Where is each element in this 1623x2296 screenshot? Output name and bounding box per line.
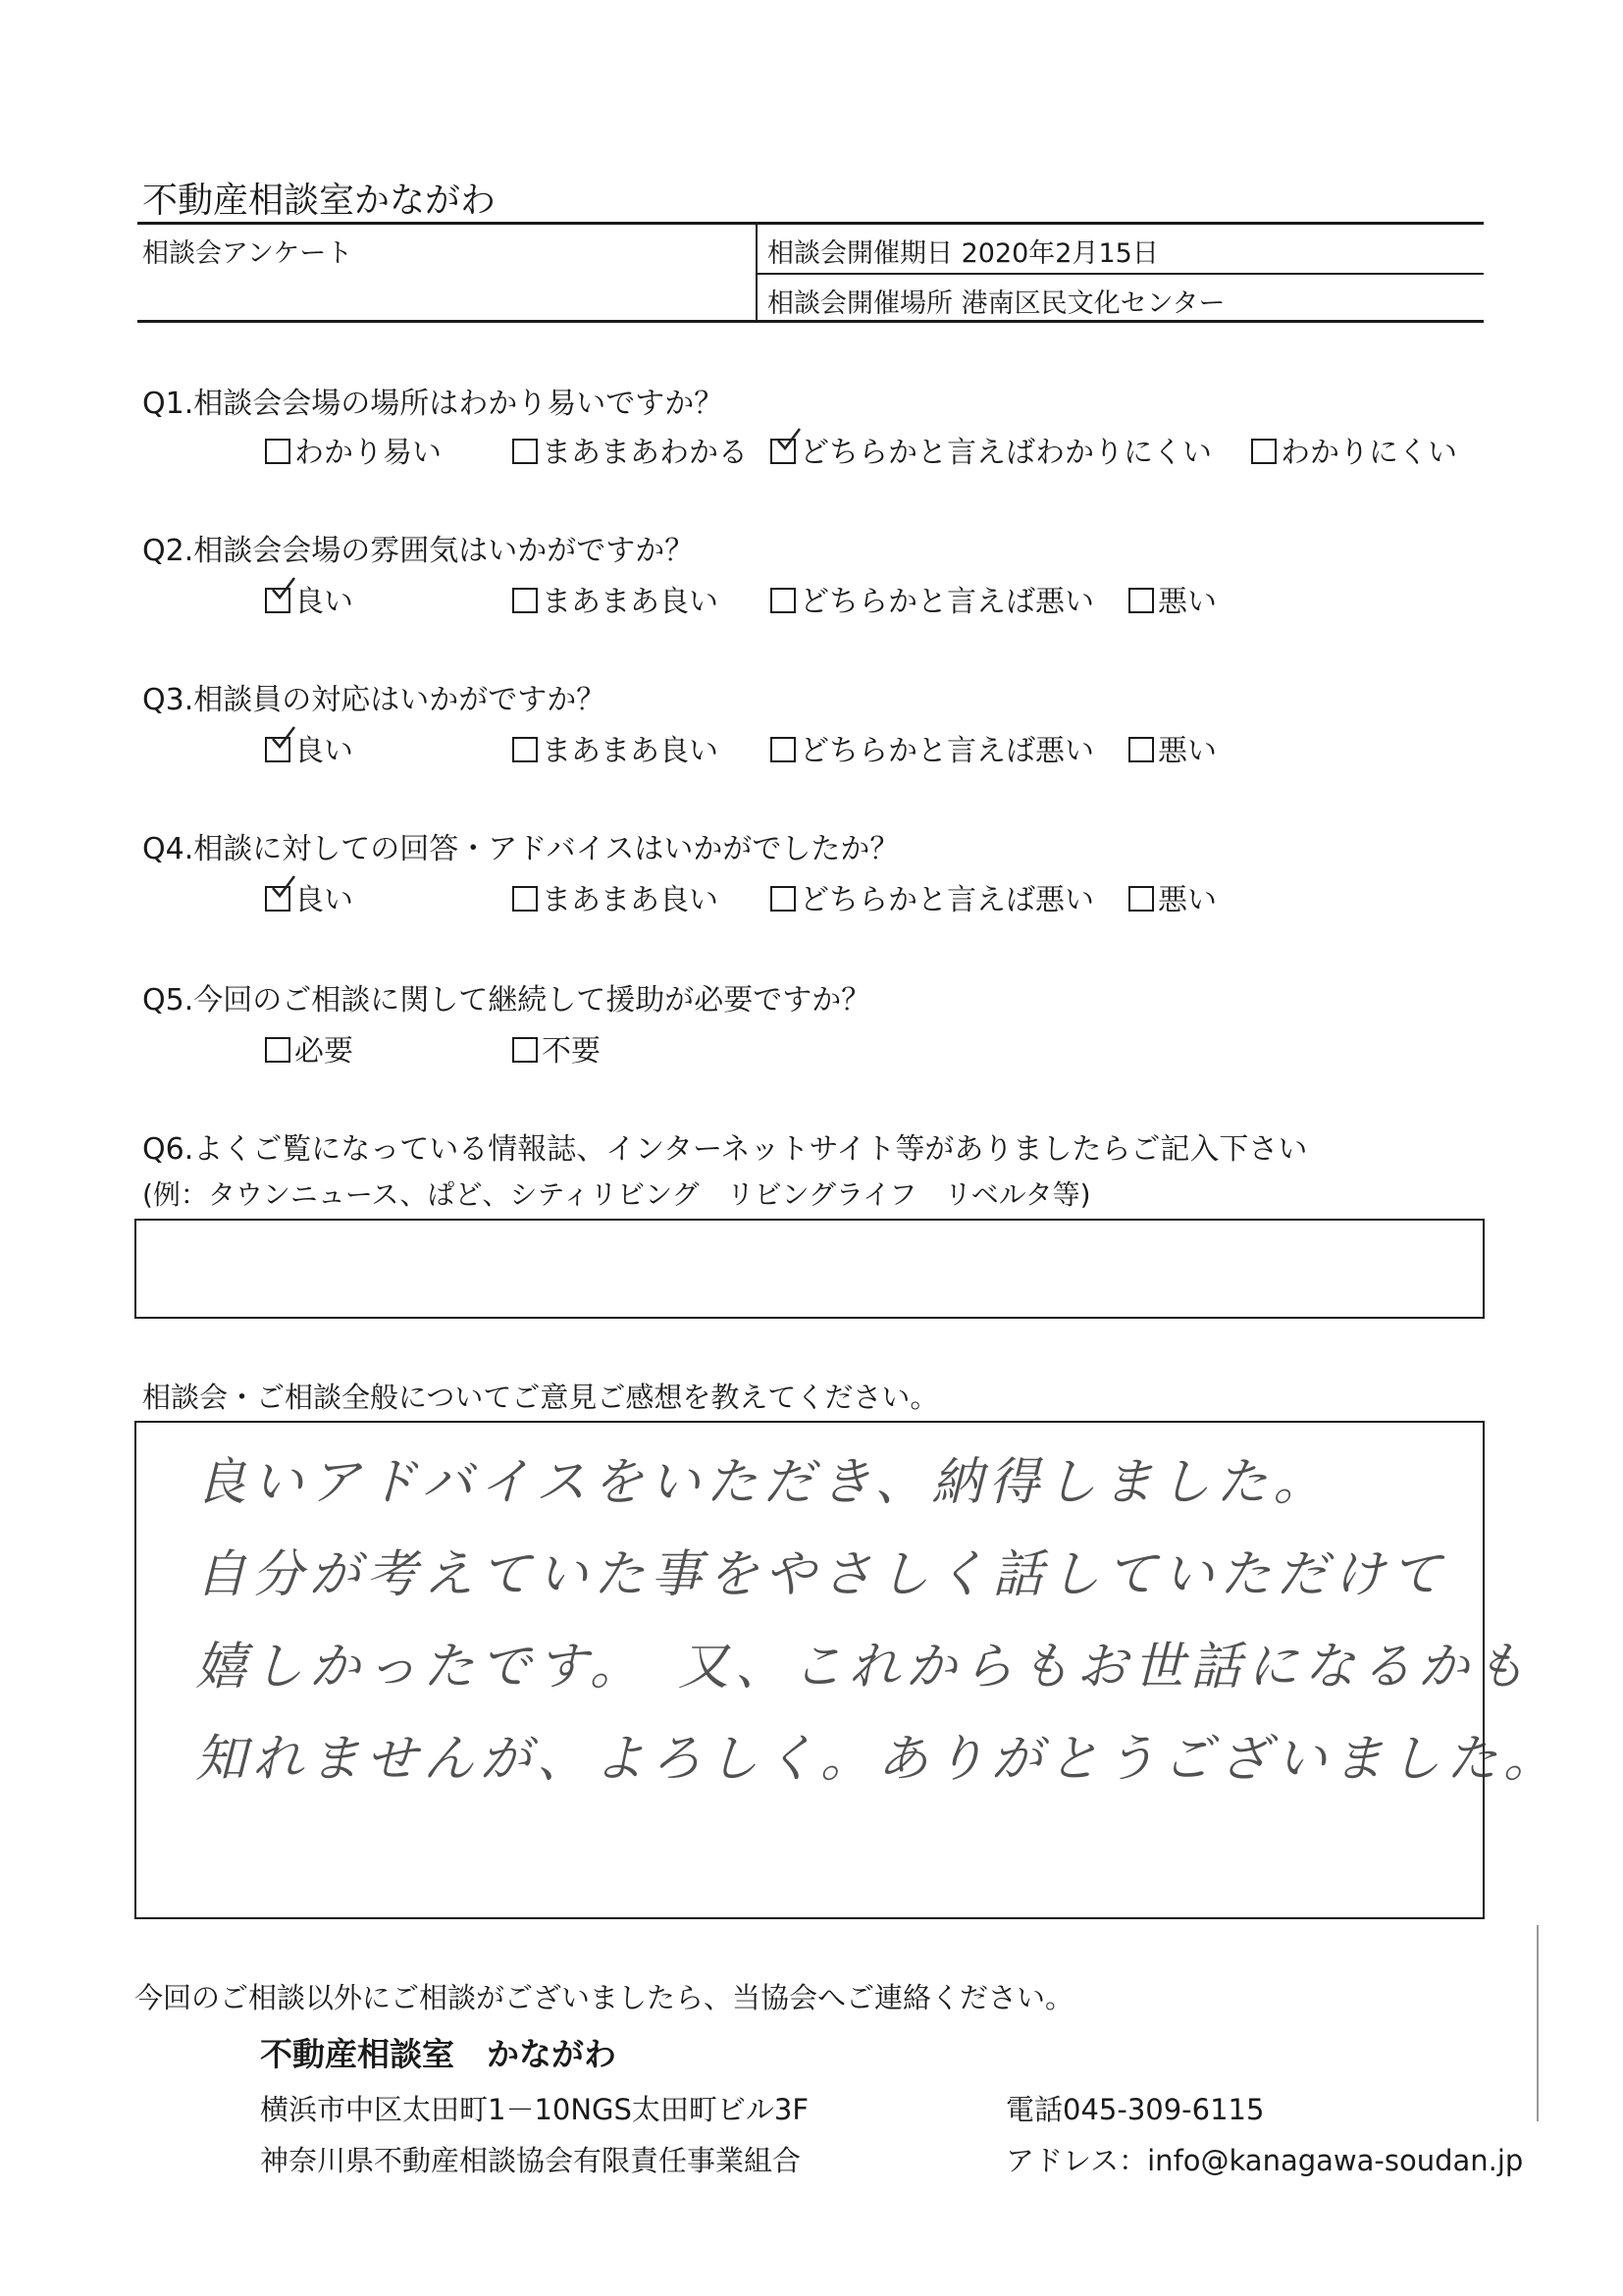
media-answer-text xyxy=(136,1221,1483,1260)
event-date xyxy=(767,232,1159,270)
q2-option-4[interactable]: 悪い xyxy=(1128,577,1217,620)
checkbox-checked[interactable] xyxy=(770,439,796,464)
question-6: Q6.よくご覧になっている情報誌、インターネットサイト等がありましたらご記入下さい xyxy=(142,1132,1308,1167)
q3-option-3[interactable]: どちらかと言えば悪い xyxy=(770,726,1094,769)
footer-association: 神奈川県不動産相談協会有限責任事業組合 xyxy=(260,2144,802,2177)
checkbox[interactable] xyxy=(265,439,290,464)
q1-option-1[interactable]: わかり易い xyxy=(265,428,442,471)
q2-option-2[interactable]: まあまあ良い xyxy=(512,577,718,620)
event-venue-value: 港南区民文化センター xyxy=(961,288,1226,319)
event-venue-label: 相談会開催場所 xyxy=(767,288,953,319)
q2-option-3[interactable]: どちらかと言えば悪い xyxy=(770,577,1094,620)
comments-label: 相談会・ご相談全般についてご意見ご感想を教えてください。 xyxy=(142,1381,939,1414)
comment-line-4: 知れませんが、よろしく。ありがとうございました。 xyxy=(195,1730,1560,1789)
checkbox[interactable] xyxy=(770,886,796,912)
q4-option-1[interactable]: 良い xyxy=(265,875,353,918)
question-6-example: (例：タウンニュース、ぱど、シティリビング リビングライフ リベルタ等) xyxy=(142,1178,1091,1211)
checkbox-checked[interactable] xyxy=(265,588,290,613)
checkbox[interactable] xyxy=(512,1037,538,1063)
question-5: Q5.今回のご相談に関して継続して援助が必要ですか？ xyxy=(142,983,871,1018)
comment-line-3: 嬉しかったです。 又、これからもお世話になるかも xyxy=(195,1638,1532,1696)
question-3: Q3.相談員の対応はいかがですか？ xyxy=(142,683,606,717)
check-mark-icon xyxy=(270,576,297,603)
media-answer-box[interactable] xyxy=(134,1219,1485,1319)
checkbox[interactable] xyxy=(1251,439,1277,464)
checkbox[interactable] xyxy=(1128,737,1154,762)
check-mark-icon xyxy=(775,427,803,454)
checkbox[interactable] xyxy=(512,886,538,912)
checkbox[interactable] xyxy=(770,737,796,762)
header-top-rule xyxy=(137,222,1484,225)
event-date-value: 2020年2月15日 xyxy=(961,238,1159,269)
checkbox-checked[interactable] xyxy=(265,886,290,912)
check-mark-icon xyxy=(270,725,297,753)
header-mid-rule xyxy=(756,273,1484,275)
scan-edge-mark xyxy=(1537,1925,1539,2121)
checkbox[interactable] xyxy=(1128,588,1154,613)
q3-option-1[interactable]: 良い xyxy=(265,726,353,769)
q1-option-3[interactable]: どちらかと言えばわかりにくい xyxy=(770,428,1212,471)
q3-option-2[interactable]: まあまあ良い xyxy=(512,726,718,769)
checkbox[interactable] xyxy=(265,1037,290,1063)
q4-option-3[interactable]: どちらかと言えば悪い xyxy=(770,875,1094,918)
event-venue xyxy=(767,282,1226,320)
q2-option-1[interactable]: 良い xyxy=(265,577,353,620)
comment-line-1: 良いアドバイスをいただき、納得しました。 xyxy=(195,1453,1331,1512)
contact-note: 今回のご相談以外にご相談がございましたら、当協会へご連絡ください。 xyxy=(134,1981,1074,2014)
organization-title: 不動産相談室かながわ xyxy=(142,181,497,221)
comments-box[interactable] xyxy=(134,1421,1560,1919)
check-mark-icon xyxy=(270,874,297,902)
event-date-label: 相談会開催期日 xyxy=(767,238,953,269)
question-1: Q1.相談会会場の場所はわかり易いですか？ xyxy=(142,387,724,421)
question-4: Q4.相談に対しての回答・アドバイスはいかがでしたか？ xyxy=(142,832,900,866)
q4-option-4[interactable]: 悪い xyxy=(1128,875,1217,918)
q1-option-4[interactable]: わかりにくい xyxy=(1251,428,1457,471)
question-2: Q2.相談会会場の雰囲気はいかがですか？ xyxy=(142,534,695,568)
checkbox-checked[interactable] xyxy=(265,737,290,762)
footer-phone: 電話045-309-6115 xyxy=(1006,2093,1265,2126)
checkbox[interactable] xyxy=(1128,886,1154,912)
q5-option-2[interactable]: 不要 xyxy=(512,1026,601,1070)
footer-org-name: 不動産相談室 かながわ xyxy=(260,2035,616,2073)
checkbox[interactable] xyxy=(770,588,796,613)
q3-option-4[interactable]: 悪い xyxy=(1128,726,1217,769)
survey-label: 相談会アンケート xyxy=(142,238,353,269)
checkbox[interactable] xyxy=(512,588,538,613)
header-bottom-rule xyxy=(137,320,1484,323)
q4-option-2[interactable]: まあまあ良い xyxy=(512,875,718,918)
checkbox[interactable] xyxy=(512,737,538,762)
q1-option-2[interactable]: まあまあわかる xyxy=(512,428,748,471)
comment-line-2: 自分が考えていた事をやさしく話していただけて xyxy=(195,1545,1448,1604)
footer-address: 横浜市中区太田町1－10NGS太田町ビル3F xyxy=(260,2093,810,2126)
footer-email[interactable]: アドレス：info@kanagawa-soudan.jp xyxy=(1006,2144,1524,2177)
q5-option-1[interactable]: 必要 xyxy=(265,1026,353,1070)
checkbox[interactable] xyxy=(512,439,538,464)
